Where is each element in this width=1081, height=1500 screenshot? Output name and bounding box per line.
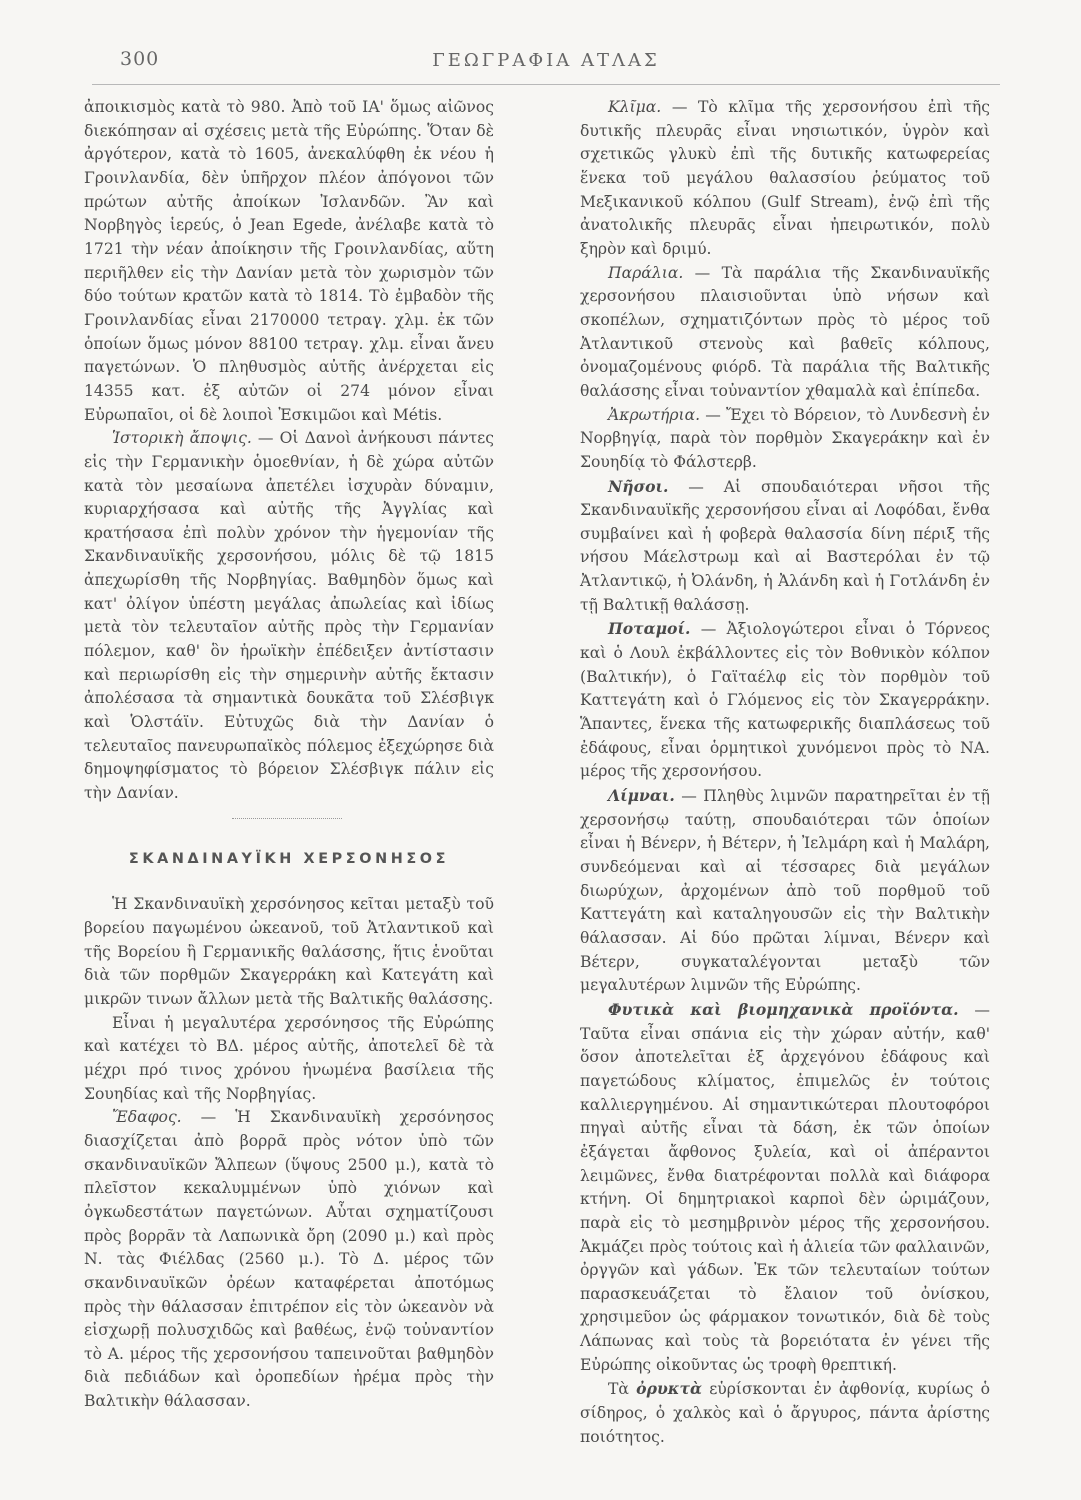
paragraph-minerals-pre: Τὰ — [608, 1380, 637, 1399]
paragraph-minerals-body: εὑρίσκονται ἐν ἀφθονίᾳ, κυρίως ὁ σίδηρος, ὁ χαλκὸς καὶ ὁ ἄργυρος, πάντα ἀρίστης ποιότητος. — [580, 1380, 990, 1446]
running-title: ΓΕΩΓΡΑΦΙΑ ΑΤΛΑΣ — [432, 50, 660, 71]
paragraph-extent: Εἶναι ἡ μεγαλυτέρα χερσόνησος τῆς Εὐρώπης καὶ κατέχει τὸ ΒΔ. μέρος αὐτῆς, ἀποτελεῖ δὲ τὰ μέχρι πρό τινος χρόνου ἡνωμένα βασίλεια τῆς Σουηδίας καὶ τῆς Νορβηγίας. — [84, 1013, 494, 1103]
right-column — [580, 96, 990, 1449]
paragraph-history-body: — Οἱ Δανοὶ ἀνήκουσι πάντες εἰς τὴν Γερμανικὴν ὁμοεθνίαν, ἡ δὲ χώρα αὐτῶν κατὰ τὸν μεσαίωνα ἀπετέλει ἰσχυρὰν δύναμιν, κυριαρχήσασα καὶ αὐτῆς τῆς Ἀγγλίας καὶ κρατήσασα ἐπὶ πολὺν χρόνον τὴν ἡγεμονίαν τῆς Σκανδιναυϊκῆς χερσονήσου, μόλις δὲ τῷ 1815 ἀπεχωρίσθη τῆς Νορβηγίας. Βαθμηδὸν ὅμως καὶ κατ' ὀλίγον ὑπέστη μεγάλας ἀπωλείας καὶ ἰδίως μετὰ τὸν τελευταῖον αὐτῆς πρὸς τὴν Γερμανίαν πόλεμον, καθ' ὃν ἡρωϊκὴν ἐπέδειξεν ἀντίστασιν καὶ περιωρίσθη εἰς τὴν σημερινὴν αὐτῆς ἔκτασιν ἀπολέσασα τὰ σημαντικὰ δουκᾶτα τοῦ Σλέσβιγκ καὶ Ὁλστάϊν. Εὐτυχῶς διὰ τὴν Δανίαν ὁ τελευταῖος πανευρωπαϊκὸς πόλεμος ἐξεχώρησε διὰ δημοψηφίσματος τὸ βόρειον Σλέσβιγκ πάλιν εἰς τὴν Δανίαν. — [84, 429, 494, 803]
left-column — [84, 96, 494, 1414]
paragraph-climate — [580, 96, 990, 262]
paragraph-capes — [580, 404, 990, 475]
heading-minerals: ὀρυκτὰ — [636, 1379, 702, 1399]
paragraph-islands-body: — Αἱ σπουδαιότεραι νῆσοι τῆς Σκανδιναυϊκῆς χερσονήσου εἶναι αἱ Λοφόδαι, ἔνθα συμβαίνει καὶ ἡ φοβερὰ θαλασσία δίνη πέριξ τῆς νήσου Μάελστρωμ καὶ αἱ Βαστερόλαι ἐν τῷ Ἀτλαντικῷ, ἡ Ὀλάνδη, ἡ Ἀλάνδη καὶ ἡ Γοτλάνδη ἐν τῇ Βαλτικῇ θαλάσσῃ. — [580, 477, 990, 614]
heading-rivers: Ποταμοί. — [608, 619, 691, 639]
paragraph-climate-body: — Τὸ κλῖμα τῆς χερσονήσου ἐπὶ τῆς δυτικῆς πλευρᾶς εἶναι νησιωτικόν, ὑγρὸν καὶ σχετικῶς γλυκὺ ἐπὶ τῆς δυτικῆς κατωφερείας ἕνεκα τοῦ μεγάλου θαλασσίου ῥεύματος τοῦ Μεξικανικοῦ κόλπου (Gulf Stream), ἐνῷ ἐπὶ τῆς ἀνατολικῆς πλευρᾶς εἶναι ἠπειρωτικόν, πολὺ ξηρὸν καὶ δριμύ. — [580, 98, 990, 258]
paragraph-coasts-body: — Τὰ παράλια τῆς Σκανδιναυϊκῆς χερσονήσου πλαισιοῦνται ὑπὸ νήσων καὶ σκοπέλων, σχηματιζόντων πρὸς τὸ μέρος τοῦ Ἀτλαντικοῦ στενοὺς καὶ βαθεῖς κόλπους, ὀνομαζομένους φιόρδ. Τὰ παράλια τῆς Βαλτικῆς θαλάσσης εἶναι τοὐναντίον χθαμαλὰ καὶ ἐπίπεδα. — [580, 263, 990, 400]
paragraph-islands — [580, 475, 990, 618]
section-title: ΣΚΑΝΔΙΝΑΥΪΚΗ ΧΕΡΣΟΝΗΣΟΣ — [128, 850, 450, 867]
paragraph-terrain — [84, 1106, 494, 1414]
paragraph-terrain-body: — Ἡ Σκανδιναυϊκὴ χερσόνησος διασχίζεται ἀπὸ βορρᾶ πρὸς νότον ὑπὸ τῶν σκανδιναυϊκῶν Ἄλπεων (ὕψους 2500 μ.), κατὰ τὸ πλεῖστον κεκαλυμμένων ὑπὸ χιόνων καὶ ὀγκωδεστάτων παγετώνων. Αὗται σχηματίζουσι πρὸς βορρᾶν τὰ Λαπωνικὰ ὄρη (2090 μ.) καὶ πρὸς Ν. τὰς Φιέλδας (2560 μ.). Τὸ Δ. μέρος τῶν σκανδιναυϊκῶν ὀρέων καταφέρεται ἀποτόμως πρὸς τὴν θάλασσαν ἐπιτρέπον εἰς τὸν ὠκεανὸν νὰ εἰσχωρῇ πολυσχιδῶς καὶ βαθέως, ἐνῷ τοὐναντίον τὸ Α. μέρος τῆς χερσονήσου ταπεινοῦται βαθμηδὸν διὰ πεδιάδων καὶ ὀροπεδίων ἠρέμα πρὸς τὴν Βαλτικὴν θάλασσαν. — [84, 1108, 494, 1411]
paragraph-coasts — [580, 262, 990, 404]
section-divider — [232, 818, 342, 820]
heading-islands: Νῆσοι. — [608, 476, 669, 496]
heading-history: Ἱστορικὴ ἄποψις. — [112, 429, 252, 448]
heading-capes: Ἀκρωτήρια. — [608, 405, 701, 424]
paragraph-rivers — [580, 617, 990, 784]
paragraph-products-body: — Ταῦτα εἶναι σπάνια εἰς τὴν χώραν αὐτήν, καθ' ὅσον ἀποτελεῖται ἐξ ἀρχεγόνου ἐδάφους καὶ παγετώδους κλίματος, ἐπιμελῶς ἐν τούτοις καλλιεργημένου. Αἱ σημαντικώτεραι πλουτοφόροι πηγαὶ αὐτῆς εἶναι τὰ δάση, ἐκ τῶν ὁποίων ἐξάγεται ἄφθονος ξυλεία, καὶ οἱ ἀπέραντοι λειμῶνες, ἔνθα διατρέφονται πολλὰ καὶ διάφορα κτήνη. Οἱ δημητριακοὶ καρποὶ δὲν ὡριμάζουν, παρὰ εἰς τὸ μεσημβρινὸν μέρος τῆς χερσονήσου. Ἀκμάζει πρὸς τούτοις καὶ ἡ ἁλιεία τῶν φαλλαινῶν, ὀργγῶν καὶ γάδων. Ἐκ τῶν τελευταίων τούτων παρασκευάζεται τὸ ἔλαιον τοῦ ὀνίσκου, χρησιμεῦον ὡς φάρμακον τονωτικόν, διὰ δὲ τοὺς Λάπωνας καὶ τοὺς τὰ βορειότατα ἐν γένει τῆς Εὐρώπης οἰκοῦντας ὡς τροφὴ θρεπτική. — [580, 1000, 990, 1374]
paragraph-minerals — [580, 1377, 990, 1449]
page-number: 300 — [120, 48, 160, 70]
paragraph-location: Ἡ Σκανδιναυϊκὴ χερσόνησος κεῖται μεταξὺ τοῦ βορείου παγωμένου ὠκεανοῦ, τοῦ Ἀτλαντικοῦ καὶ τῆς Βορείου ἢ Γερμανικῆς θαλάσσης, ἥτις ἑνοῦται διὰ τῶν πορθμῶν Σκαγερράκη καὶ Κατεγάτη καὶ μικρῶν τινων ἄλλων μετὰ τῆς Βαλτικῆς θαλάσσης. — [84, 895, 494, 1008]
heading-climate: Κλῖμα. — [608, 98, 662, 116]
heading-lakes: Λίμναι. — [608, 786, 675, 806]
heading-coasts: Παράλια. — [608, 263, 684, 282]
paragraph-rivers-body: — Ἀξιολογώτεροι εἶναι ὁ Τόρνεος καὶ ὁ Λουλ ἐκβάλλοντες εἰς τὸν Βοθνικὸν κόλπον (Βαλτικήν), ὁ Γαϊταέλφ εἰς τὸν πορθμὸν τοῦ Καττεγάτη καὶ ὁ Γλόμενος εἰς τὸν Σκαγερράκην. Ἅπαντες, ἕνεκα τῆς κατωφερικῆς διαπλάσεως τοῦ ἐδάφους, εἶναι ὁρμητικοὶ χυνόμενοι πρὸς τὸ ΝΑ. μέρος τῆς χερσονήσου. — [580, 620, 990, 781]
paragraph-history — [84, 427, 494, 806]
page-header — [92, 44, 1000, 85]
heading-products: Φυτικὰ καὶ βιομηχανικὰ προϊόντα. — [608, 999, 959, 1019]
paragraph-capes-body: — Ἔχει τὸ Βόρειον, τὸ Λυνδεσνὴ ἐν Νορβηγίᾳ, παρὰ τὸν πορθμὸν Σκαγεράκην καὶ ἐν Σουηδίᾳ τὸ Φάλστερβ. — [580, 405, 990, 471]
heading-terrain: Ἔδαφος. — [112, 1108, 182, 1127]
paragraph-lakes-body: — Πληθὺς λιμνῶν παρατηρεῖται ἐν τῇ χερσονήσῳ ταύτῃ, σπουδαιότεραι τῶν ὁποίων εἶναι ἡ Βένερν, ἡ Βέτερν, ἡ Ἰελμάρη καὶ ἡ Μαλάρη, συνδεόμεναι καὶ αἱ τέσσαρες διὰ μεγάλων διωρύχων, ἀρχομένων ἀπὸ τοῦ πορθμοῦ τοῦ Καττεγάτη καὶ καταληγουσῶν εἰς τὴν Βαλτικὴν θάλασσαν. Αἱ δύο πρῶται λίμναι, Βένερν καὶ Βέτερν, συγκαταλέγονται μεταξὺ τῶν μεγαλυτέρων λιμνῶν τῆς Εὐρώπης. — [580, 787, 990, 995]
paragraph-lakes — [580, 784, 990, 998]
paragraph-products — [580, 998, 990, 1378]
paragraph-greenland-colonization: ἀποικισμὸς κατὰ τὸ 980. Ἀπὸ τοῦ ΙΑ' ὅμως αἰῶνος διεκόπησαν αἱ σχέσεις μετὰ τῆς Εὐρώπης. Ὅταν δὲ ἀργότερον, κατὰ τὸ 1605, ἀνεκαλύφθη ἐκ νέου ἡ Γροινλανδία, δὲν ὑπῆρχον πλέον ἀπόγονοι τῶν πρώτων αὐτῆς ἀποίκων Ἰσλανδῶν. Ἂν καὶ Νορβηγὸς ἱερεύς, ὁ Jean Egede, ἀνέλαβε κατὰ τὸ 1721 τὴν νέαν ἀποίκησιν τῆς Γροινλανδίας, αὕτη περιῆλθεν εἰς τὴν Δανίαν μετὰ τὸν χωρισμὸν τῶν δύο τούτων κρατῶν κατὰ τὸ 1814. Τὸ ἐμβαδὸν τῆς Γροινλανδίας εἶναι 2170000 τετραγ. χλμ. ἐκ τῶν ὁποίων ὅμως μόνον 88100 τετραγ. χλμ. εἶναι ἄνευ παγετώνων. Ὁ πληθυσμὸς αὐτῆς ἀνέρχεται εἰς 14355 κατ. ἐξ αὐτῶν οἱ 274 μόνον εἶναι Εὐρωπαῖοι, οἱ δὲ λοιποὶ Ἐσκιμῶοι καὶ Métis. — [84, 98, 494, 424]
